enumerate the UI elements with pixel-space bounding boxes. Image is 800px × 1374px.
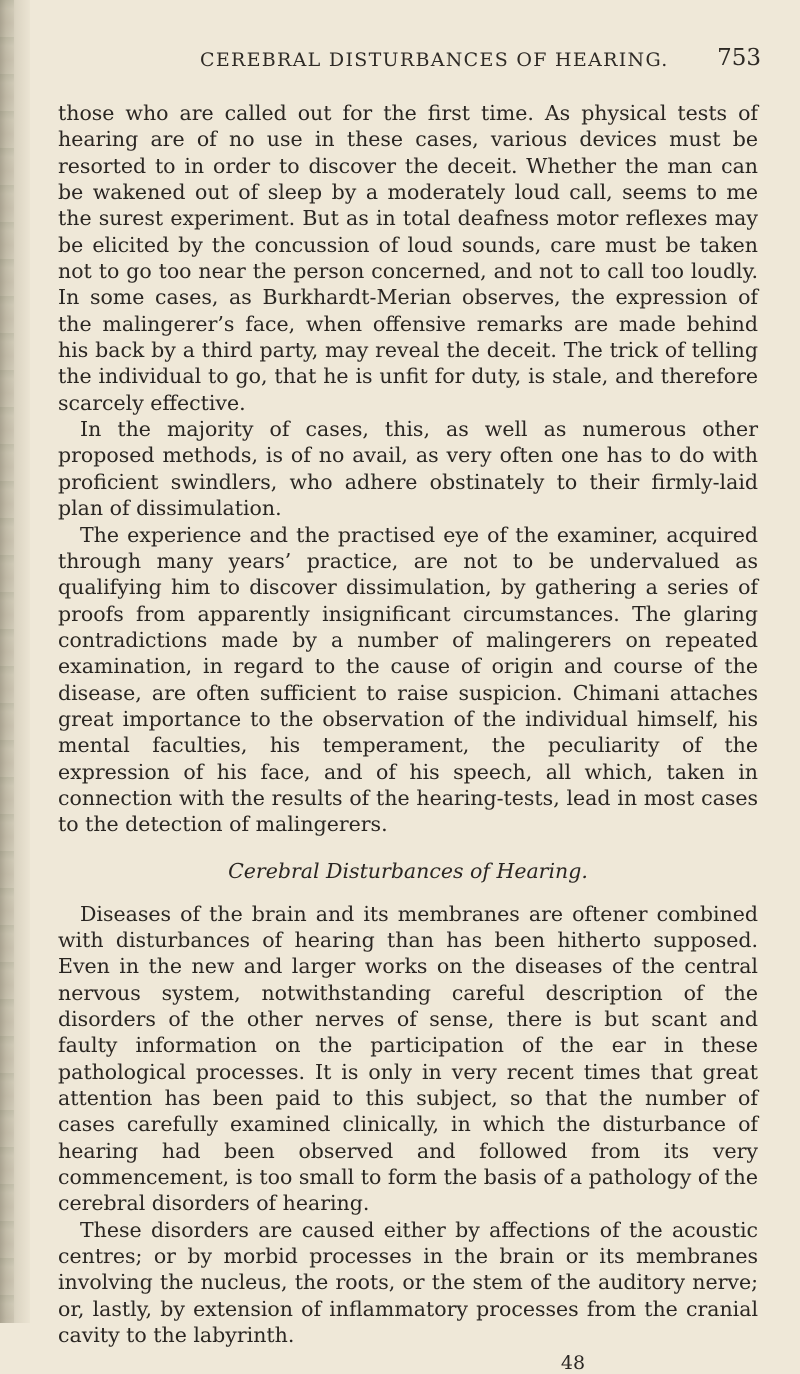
running-head-title: CEREBRAL DISTURBANCES OF HEARING. xyxy=(200,49,669,71)
running-head xyxy=(58,40,761,80)
paragraph: In the majority of cases, this, as well as numerous other proposed methods, is of no avail, as very often one has to do with proficient swindlers, who adhere obstinately to their firmly-laid plan of dissimulation. xyxy=(58,417,758,521)
body-text xyxy=(58,100,758,1374)
section-heading: Cerebral Disturbances of Hearing. xyxy=(228,858,588,883)
book-page xyxy=(58,40,761,1374)
paragraph: those who are called out for the first time. As physical tests of hearing are of no use in these cases, various devices must be resorted to in order to discover the deceit. Whether the man can be wakened out of sleep by a moderately loud call, seems to me the surest experiment. But as in total deafness motor reflexes may be elicited by the concussion of loud sounds, care must be taken not to go too near the person concerned, and not to call too loudly. In some cases, as Burkhardt-Merian observes, the expression of the malingerer’s face, when offensive remarks are made behind his back by a third party, may reveal the deceit. The trick of telling the individual to go, that he is unfit for duty, is stale, and therefore scarcely effective. xyxy=(58,101,758,415)
page-number: 753 xyxy=(717,45,761,71)
signature-mark: 48 xyxy=(560,1352,586,1374)
paragraph: Diseases of the brain and its membranes are oftener combined with disturbances of hearing than has been hitherto supposed. Even in the new and larger works on the diseases of the central nervous system, notwithstanding careful description of the disorders of the other nerves of sense, there is but scant and faulty information on the participation of the ear in these pathological processes. It is only in very recent times that great attention has been paid to this subject, so that the number of cases carefully examined clinically, in which the disturbance of hearing had been observed and followed from its very commencement, is too small to form the basis of a pathology of the cerebral disorders of hearing. xyxy=(58,901,758,1216)
paragraph: These disorders are caused either by affections of the acoustic centres; or by morbid processes in the brain or its membranes involving the nucleus, the roots, or the stem of the auditory nerve; or, lastly, by extension of inflammatory processes from the cranial cavity to the labyrinth. xyxy=(58,1217,758,1348)
page-binding-texture xyxy=(0,0,14,1323)
paragraph: The experience and the practised eye of the examiner, acquired through many years’ practice, are not to be undervalued as qualifying him to discover dissimulation, by gathering a series of proofs from apparently insignificant circumstances. The glaring contradictions made by a number of malingerers on repeated examination, in regard to the cause of origin and course of the disease, are often sufficient to raise suspicion. Chimani attaches great importance to the observation of the individual himself, his mental faculties, his temperament, the peculiarity of the expression of his face, and of his speech, all which, taken in connection with the results of the hearing-tests, lead in most cases to the detection of malingerers. xyxy=(58,522,758,837)
